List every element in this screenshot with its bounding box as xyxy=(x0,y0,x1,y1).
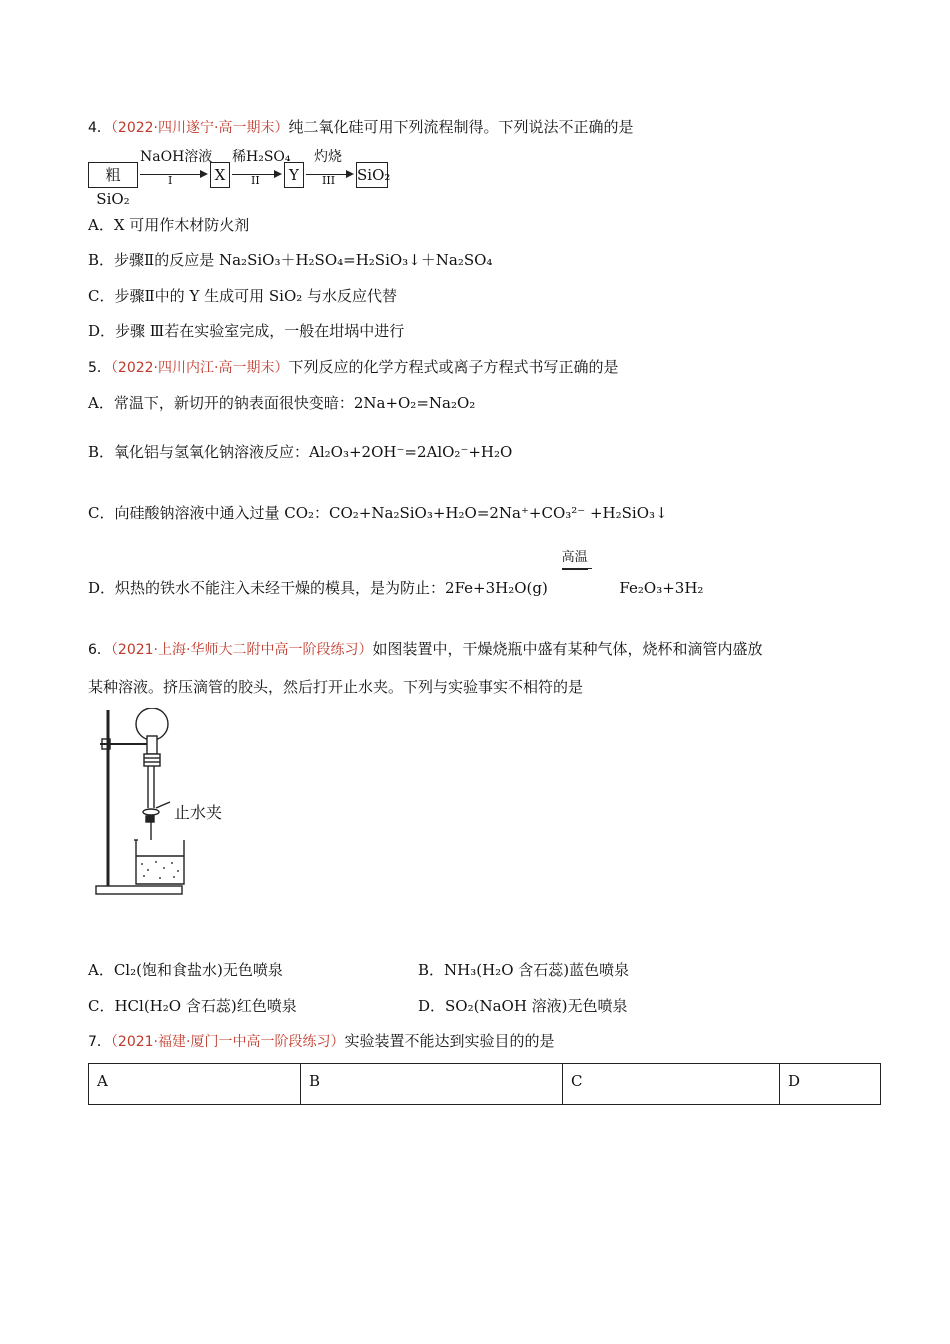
table-cell-d: D xyxy=(780,1064,881,1105)
q5-condition-line xyxy=(562,568,592,569)
q4-stem xyxy=(88,117,633,138)
q6-stem-line1 xyxy=(88,639,762,660)
q5-stem-text: 下列反应的化学方程式或离子方程式书写正确的是 xyxy=(288,358,619,376)
q7-number: 7． xyxy=(88,1034,111,1050)
q5-option-d-prefix: D．炽热的铁水不能注入未经干燥的模具，是为防止：2Fe+3H₂O(g) xyxy=(88,579,548,597)
flow-box-end: SiO₂ xyxy=(356,162,388,188)
flow-box-x: X xyxy=(210,162,230,188)
figure-label-stopcock: 止水夹 xyxy=(174,803,223,822)
q7-stem xyxy=(88,1031,554,1052)
q7-source: （2021·福建·厦门一中高一阶段练习） xyxy=(110,1034,345,1050)
table-cell-a: A xyxy=(89,1064,301,1105)
q5-option-d-suffix: Fe₂O₃+3H₂ xyxy=(619,579,704,597)
q7-answer-table xyxy=(88,1063,881,1105)
q5-option-a: A．常温下，新切开的钠表面很快变暗：2Na+O₂=Na₂O₂ xyxy=(88,394,476,412)
flow-box-start: 粗SiO₂ xyxy=(88,162,138,188)
q7-stem-text: 实验装置不能达到实验目的的是 xyxy=(344,1032,555,1050)
flow-reagent-2: 稀H₂SO₄ xyxy=(232,149,291,165)
table-cell-b: B xyxy=(301,1064,563,1105)
q5-stem xyxy=(88,357,618,378)
q6-source: （2021·上海·华师大二附中高一阶段练习） xyxy=(110,642,373,658)
q6-number: 6． xyxy=(88,642,111,658)
flow-arrow-1 xyxy=(140,174,206,175)
flow-step-2: II xyxy=(251,174,260,187)
flow-box-y: Y xyxy=(284,162,304,188)
q4-option-c: C．步骤Ⅱ中的 Y 生成可用 SiO₂ 与水反应代替 xyxy=(88,287,398,305)
q5-condition-high-temp: 高温 xyxy=(562,548,588,570)
q6-option-c: C．HCl(H₂O 含石蕊)红色喷泉 xyxy=(88,997,297,1015)
q5-condition-arrow xyxy=(559,550,609,598)
q4-stem-text: 纯二氧化硅可用下列流程制得。下列说法不正确的是 xyxy=(288,118,634,136)
q5-source: （2022·四川内江·高一期末） xyxy=(110,360,289,376)
q4-option-a: A．X 可用作木材防火剂 xyxy=(88,216,250,234)
q5-option-b: B．氧化铝与氢氧化钠溶液反应：Al₂O₃+2OH⁻=2AlO₂⁻+H₂O xyxy=(88,443,513,461)
q5-option-c: C．向硅酸钠溶液中通入过量 CO₂：CO₂+Na₂SiO₃+H₂O=2Na⁺+CO₃²⁻ +H₂SiO₃↓ xyxy=(88,504,668,522)
q4-number: 4． xyxy=(88,120,111,136)
flow-reagent-1: NaOH溶液 xyxy=(140,149,213,165)
q6-stem-line2: 某种溶液。挤压滴管的胶头，然后打开止水夹。下列与实验事实不相符的是 xyxy=(88,678,584,696)
q4-source: （2022·四川遂宁·高一期末） xyxy=(110,120,289,136)
flow-reagent-3: 灼烧 xyxy=(314,149,342,165)
q6-stem-text1: 如图装置中，干燥烧瓶中盛有某种气体，烧杯和滴管内盛放 xyxy=(372,640,763,658)
q6-option-b: B．NH₃(H₂O 含石蕊)蓝色喷泉 xyxy=(418,961,630,979)
q5-number: 5． xyxy=(88,360,111,376)
q6-option-d: D．SO₂(NaOH 溶液)无色喷泉 xyxy=(418,997,628,1015)
q4-option-d: D．步骤 Ⅲ若在实验室完成，一般在坩埚中进行 xyxy=(88,322,405,340)
q4-flow-diagram xyxy=(88,149,398,208)
q5-option-d xyxy=(88,550,704,598)
flow-step-1: I xyxy=(168,174,173,187)
flow-step-3: III xyxy=(322,174,336,187)
table-cell-c: C xyxy=(563,1064,780,1105)
table-row xyxy=(89,1064,881,1105)
q6-option-a: A．Cl₂(饱和食盐水)无色喷泉 xyxy=(88,961,283,979)
q4-option-b: B．步骤Ⅱ的反应是 Na₂SiO₃＋H₂SO₄=H₂SiO₃↓＋Na₂SO₄ xyxy=(88,251,493,269)
